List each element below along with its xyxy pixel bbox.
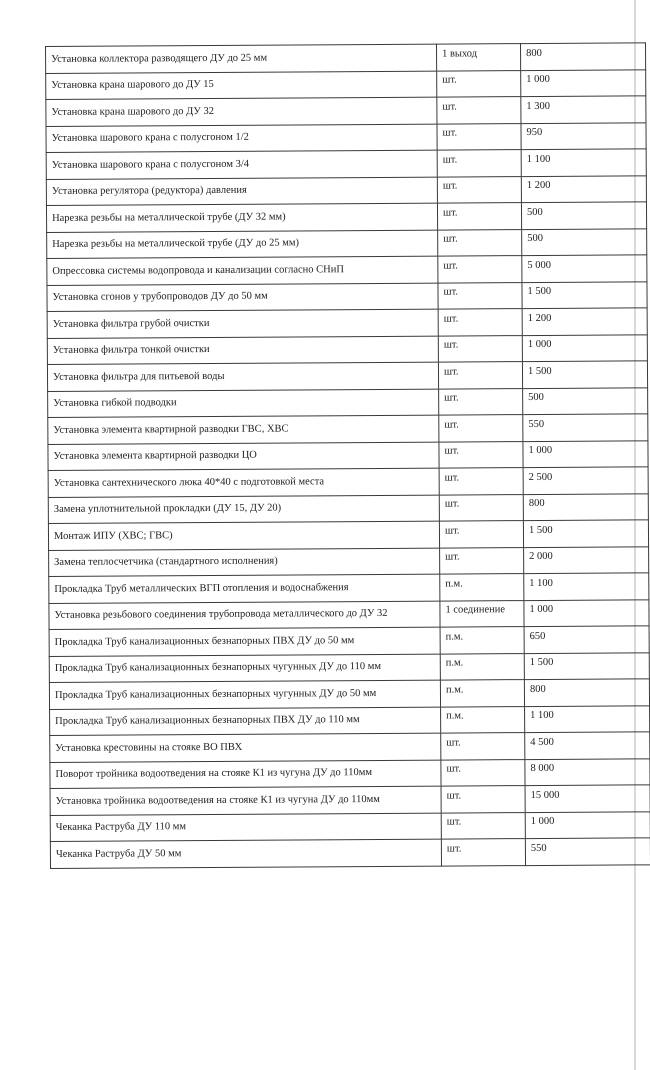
unit-text: шт. — [442, 127, 458, 139]
price-text: 1 000 — [529, 604, 554, 616]
table-row — [50, 838, 650, 868]
price-text: 500 — [528, 392, 544, 404]
price-cell — [522, 281, 647, 308]
unit-cell — [440, 653, 524, 680]
unit-cell — [438, 282, 522, 309]
service-name-text: Прокладка Труб канализационных безнапорных ПВХ ДУ до 110 мм — [55, 714, 360, 728]
price-text: 950 — [526, 127, 543, 139]
unit-text: шт. — [445, 551, 460, 563]
table-row — [47, 255, 647, 285]
unit-cell — [439, 494, 523, 521]
unit-cell — [438, 309, 522, 336]
service-name-text: Установка фильтра тонкой очистки — [52, 344, 210, 357]
service-name-text: Установка резьбового соединения трубопровода металлического до ДУ 32 — [54, 608, 388, 622]
price-text: 1 200 — [527, 312, 552, 324]
table-row — [46, 149, 646, 179]
unit-text: шт. — [446, 737, 461, 749]
table-row — [48, 440, 648, 470]
price-cell — [520, 43, 645, 70]
price-cell — [525, 732, 650, 759]
service-name-text: Замена теплосчетчика (стандартного исполнения) — [54, 555, 278, 569]
price-text: 8 000 — [530, 763, 555, 775]
unit-cell — [441, 839, 525, 866]
price-text: 1 500 — [527, 365, 552, 377]
price-text: 5 000 — [527, 259, 552, 271]
service-name-text: Установка элемента квартирной разводки ГВС, ХВС — [53, 423, 289, 436]
service-name-text: Установка шарового крана с полусгоном 1/2 — [51, 132, 249, 145]
service-name-cell — [47, 309, 438, 338]
price-text: 1 500 — [527, 286, 552, 298]
price-text: 1 100 — [530, 710, 554, 722]
service-name-text: Нарезка резьбы на металлической трубе (ДУ до 25 мм) — [52, 237, 300, 251]
table-row — [48, 414, 648, 444]
price-cell — [523, 493, 648, 520]
service-name-text: Установка сгонов у трубопроводов ДУ до 50 мм — [52, 290, 268, 304]
unit-cell — [441, 733, 525, 760]
table-row — [46, 202, 646, 232]
unit-cell — [437, 176, 521, 203]
price-text: 2 000 — [529, 551, 553, 563]
table-row — [49, 652, 649, 682]
table-row — [50, 785, 650, 815]
service-name-cell — [50, 813, 441, 842]
unit-cell — [439, 415, 523, 442]
unit-text: шт. — [446, 843, 462, 855]
unit-text: п.м. — [445, 578, 463, 590]
service-name-text: Установка сантехнического люка 40*40 с подготовкой места — [53, 476, 325, 489]
service-name-cell — [48, 442, 439, 471]
service-name-cell — [49, 680, 440, 709]
unit-cell — [439, 468, 523, 495]
unit-text: шт. — [442, 180, 458, 192]
price-cell — [521, 149, 646, 176]
service-name-text: Прокладка Труб канализационных безнапорных ПВХ ДУ до 50 мм — [54, 634, 355, 648]
price-text: 1 200 — [526, 180, 551, 192]
price-cell — [525, 705, 650, 732]
price-text: 1 000 — [527, 339, 552, 351]
unit-text: п.м. — [446, 710, 464, 722]
table-row — [48, 493, 648, 523]
table-row — [47, 361, 647, 391]
unit-text: шт. — [442, 154, 458, 166]
table-row — [48, 387, 648, 417]
table-row — [48, 467, 648, 497]
table-row — [46, 96, 646, 126]
price-cell — [525, 785, 650, 812]
unit-cell — [440, 680, 524, 707]
service-name-text: Установка шарового крана с полусгоном 3/4 — [51, 158, 250, 171]
service-name-cell — [48, 415, 439, 444]
unit-text: п.м. — [445, 684, 464, 696]
unit-cell — [437, 70, 521, 97]
service-name-text: Установка крестовины на стояке ВО ПВХ — [55, 741, 243, 754]
service-name-text: Установка элемента квартирной разводки ЦО — [53, 449, 257, 463]
price-cell — [524, 599, 649, 626]
price-text: 650 — [529, 630, 546, 642]
unit-cell — [437, 203, 521, 230]
table-row — [49, 599, 649, 629]
service-name-text: Установка гибкой подводки — [53, 397, 177, 410]
unit-cell — [438, 229, 522, 256]
service-name-text: Установка тройника водоотведения на стояке К1 из чугуна ДУ до 110мм — [55, 793, 380, 807]
unit-cell — [441, 759, 525, 786]
service-name-text: Установка крана шарового до ДУ 32 — [51, 105, 214, 118]
price-cell — [521, 175, 646, 202]
unit-text: п.м. — [445, 657, 464, 669]
unit-text: шт. — [444, 472, 460, 484]
unit-text: шт. — [443, 339, 459, 351]
unit-text: 1 выход — [442, 48, 478, 60]
service-name-cell — [49, 574, 440, 603]
unit-cell — [441, 786, 525, 813]
unit-text: шт. — [442, 74, 457, 86]
service-name-text: Установка фильтра грубой очистки — [52, 317, 210, 330]
unit-cell — [440, 574, 524, 601]
price-cell — [525, 811, 650, 838]
price-cell — [524, 679, 649, 706]
service-name-cell — [46, 124, 437, 153]
service-name-cell — [49, 627, 440, 656]
unit-text: шт. — [443, 313, 459, 325]
price-cell — [521, 202, 646, 229]
table-row — [47, 308, 647, 338]
service-name-text: Опрессовка системы водопровода и канализации согласно СНиП — [52, 263, 344, 277]
service-name-text: Нарезка резьбы на металлической трубе (ДУ 32 мм) — [52, 211, 286, 224]
table-row — [50, 811, 650, 841]
service-name-cell — [49, 601, 440, 630]
unit-text: шт. — [442, 101, 457, 113]
service-name-cell — [47, 336, 438, 365]
table-row — [50, 732, 650, 762]
price-cell — [524, 652, 649, 679]
service-name-cell — [47, 362, 438, 391]
service-name-cell — [47, 230, 438, 259]
unit-text: шт. — [443, 366, 459, 378]
price-text: 2 500 — [528, 471, 553, 483]
service-name-cell — [46, 44, 437, 73]
service-name-cell — [46, 150, 437, 179]
table-row — [46, 69, 646, 99]
service-name-cell — [46, 177, 437, 206]
price-cell — [525, 838, 650, 865]
price-cell — [522, 334, 647, 361]
price-cell — [523, 414, 648, 441]
table-row — [49, 573, 649, 603]
price-cell — [522, 228, 647, 255]
unit-text: шт. — [444, 445, 460, 457]
price-text: 1 500 — [529, 657, 554, 669]
service-name-cell — [47, 283, 438, 312]
unit-cell — [437, 97, 521, 124]
table-row — [48, 520, 648, 550]
service-name-text: Установка коллектора разводящего ДУ до 25 мм — [51, 52, 268, 65]
unit-text: шт. — [442, 207, 458, 219]
unit-text: шт. — [446, 816, 462, 828]
table-row — [50, 758, 650, 788]
service-name-cell — [48, 389, 439, 418]
service-name-cell — [50, 786, 441, 815]
service-name-text: Прокладка Труб канализационных безнапорных чугунных ДУ до 110 мм — [54, 661, 382, 675]
unit-text: шт. — [443, 286, 459, 298]
service-name-cell — [48, 521, 439, 550]
unit-text: шт. — [444, 498, 460, 510]
table-row — [47, 334, 647, 364]
unit-text: шт. — [444, 525, 460, 537]
service-name-cell — [50, 760, 441, 789]
unit-cell — [438, 362, 522, 389]
service-name-cell — [48, 495, 439, 524]
service-name-text: Установка фильтра для питьевой воды — [52, 370, 225, 383]
price-cell — [521, 96, 646, 123]
price-text: 550 — [530, 842, 547, 854]
price-text: 1 000 — [528, 445, 553, 457]
service-name-text: Поворот тройника водоотведения на стояке К1 из чугуна ДУ до 110мм — [55, 767, 373, 781]
price-text: 1 500 — [528, 524, 553, 536]
table-row — [46, 175, 646, 205]
price-cell — [522, 361, 647, 388]
service-name-text: Чеканка Раструба ДУ 50 мм — [55, 847, 182, 860]
service-name-cell — [48, 468, 439, 497]
table-row — [46, 43, 646, 73]
unit-text: шт. — [443, 233, 458, 245]
unit-cell — [439, 388, 523, 415]
table-row — [50, 705, 650, 735]
price-cell — [524, 626, 649, 653]
unit-cell — [440, 627, 524, 654]
service-name-text: Установка крана шарового до ДУ 15 — [51, 79, 214, 92]
service-name-cell — [50, 707, 441, 736]
price-cell — [523, 440, 648, 467]
price-text: 800 — [526, 47, 542, 59]
unit-cell — [437, 150, 521, 177]
price-cell — [521, 122, 646, 149]
service-name-text: Чеканка Раструба ДУ 110 мм — [55, 821, 187, 834]
price-cell — [524, 573, 649, 600]
service-name-text: Прокладка Труб металлических ВГП отопления и водоснабжения — [54, 581, 349, 595]
price-cell — [523, 467, 648, 494]
table-row — [49, 546, 649, 576]
price-cell — [521, 69, 646, 96]
unit-text: шт. — [443, 260, 458, 272]
unit-text: 1 соединение — [445, 604, 506, 616]
price-cell — [525, 758, 650, 785]
price-text: 800 — [529, 683, 546, 695]
unit-cell — [439, 521, 523, 548]
price-text: 800 — [528, 498, 545, 510]
unit-text: шт. — [444, 392, 459, 404]
service-name-cell — [50, 733, 441, 762]
unit-cell — [440, 547, 524, 574]
unit-cell — [441, 706, 525, 733]
service-name-cell — [46, 97, 437, 126]
unit-cell — [437, 123, 521, 150]
table-row — [47, 228, 647, 258]
unit-cell — [438, 256, 522, 283]
service-name-cell — [46, 203, 437, 232]
unit-text: шт. — [446, 790, 462, 802]
table-row — [47, 281, 647, 311]
table-row — [49, 626, 649, 656]
unit-text: шт. — [444, 419, 459, 431]
price-text: 500 — [527, 233, 543, 245]
table-row — [46, 122, 646, 152]
unit-cell — [440, 600, 524, 627]
service-name-cell — [49, 548, 440, 577]
price-text: 1 300 — [526, 100, 551, 112]
unit-cell — [441, 812, 525, 839]
service-name-cell — [50, 839, 441, 868]
price-text: 4 500 — [530, 736, 554, 748]
price-text: 500 — [526, 206, 543, 218]
price-cell — [524, 546, 649, 573]
service-name-text: Прокладка Труб канализационных безнапорных чугунных ДУ до 50 мм — [54, 687, 377, 701]
unit-text: шт. — [446, 763, 461, 775]
service-name-text: Монтаж ИПУ (ХВС; ГВС) — [53, 529, 173, 542]
price-text: 1 000 — [530, 816, 555, 828]
price-text: 1 100 — [529, 577, 553, 589]
price-table-body — [46, 43, 650, 868]
service-name-text: Замена уплотнительной прокладки (ДУ 15, ДУ 20) — [53, 502, 282, 516]
unit-cell — [436, 44, 520, 71]
price-text: 1 000 — [526, 74, 550, 86]
price-table — [45, 42, 650, 868]
service-name-cell — [46, 71, 437, 100]
table-row — [49, 679, 649, 709]
price-cell — [522, 308, 647, 335]
service-name-cell — [49, 654, 440, 683]
price-cell — [523, 520, 648, 547]
price-text: 550 — [528, 418, 545, 430]
unit-text: п.м. — [445, 631, 464, 643]
service-name-cell — [47, 256, 438, 285]
price-cell — [522, 255, 647, 282]
price-text: 15 000 — [530, 789, 560, 801]
price-cell — [523, 387, 648, 414]
unit-cell — [438, 335, 522, 362]
unit-cell — [439, 441, 523, 468]
service-name-text: Установка регулятора (редуктора) давления — [51, 185, 247, 198]
price-text: 1 100 — [526, 153, 551, 165]
